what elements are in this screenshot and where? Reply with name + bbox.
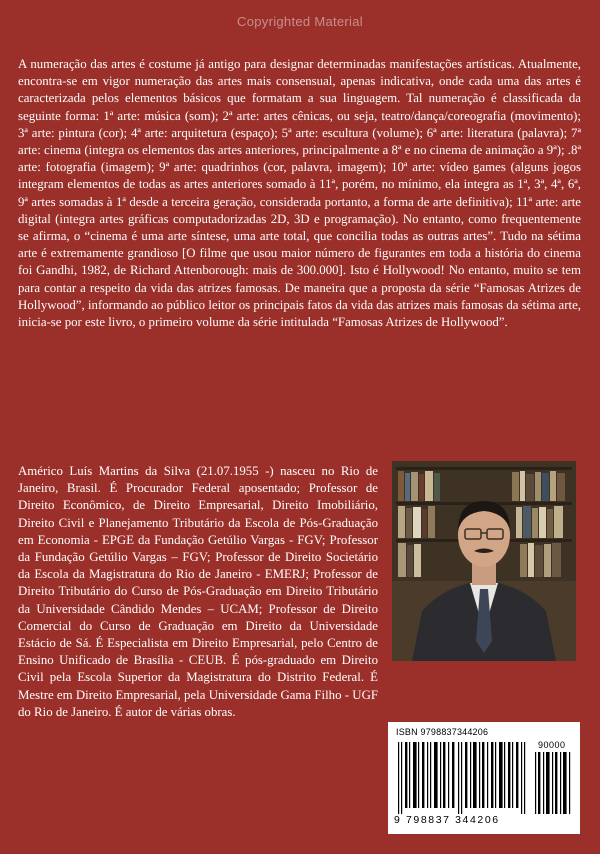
barcode-digits: 9 798837 344206 (394, 814, 500, 826)
author-biography: Américo Luís Martins da Silva (21.07.1955 -) nasceu no Rio de Janeiro, Brasil. É Procurador Federal aposentado; Professor de Direito Econômico, de Direito Empresarial, Direito Imobiliário, Direito Civil e Planejamento Tributário da Escola de Pós-Graduação em Economia - EPGE da Fundação Getúlio Vargas - FGV; Professor da Fundação Getúlio Vargas – FGV; Professor de Direito Societário da Escola da Magistratura do Rio de Janeiro - EMERJ; Professor de Direito Tributário do Curso de Pós-Graduação em Direito Tributário da Universidade Cândido Mendes – UCAM; Professor de Direito Comercial do Curso de Graduação em Direito da Universidade Estácio de Sá. É Especialista em Direito Empresarial, pelo Centro de Ensino Unificado de Brasília - CEUB. É pós-graduado em Direito Civil pela Escola Superior da Magistratura do Distrito Federal. É Mestre em Direito Empresarial, pela Universidade Gama Filho - UGF do Rio de Janeiro. É autor de várias obras. (18, 464, 378, 719)
ean-barcode (396, 742, 528, 814)
book-description: A numeração das artes é costume já antigo para designar determinadas manifestações artísticas. Atualmente, encontra-se em vigor numeração das artes mais consensual, apenas indicativa, onde cada uma das artes é caracterizada pelos elementos básicos que formatam a sua linguagem. Tal numeração é classificada da seguinte forma: 1ª arte: música (som); 2ª arte: artes cênicas, ou seja, teatro/dança/coreografia (movimento); 3ª arte: pintura (cor); 4ª arte: arquitetura (espaço); 5ª arte: escultura (volume); 6ª arte: literatura (palavra); 7ª arte: cinema (integra os elementos das artes anteriores, principalmente a 8ª e no cinema de animação a 9ª); .8ª arte: fotografia (imagem); 9ª arte: quadrinhos (cor, palavra, imagem); 10ª arte: vídeo games (alguns jogos integram elementos de todas as artes anteriores somado à 11ª, porém, no mínimo, ela integra as 1ª, 3ª, 4ª, 6ª, 9ª artes somadas à 1ª desde a terceira geração, considerada portanto, a forma de arte definitiva); 11ª arte: arte digital (integra artes gráficas computadorizadas 2D, 3D e programação). No entanto, como frequentemente se afirma, o “cinema é uma arte síntese, uma arte total, que concilia todas as outras artes”. Tudo na sétima arte é extremamente grandioso [O filme que usou maior número de figurantes em toda a história do cinema foi Gandhi, 1982, de Richard Attenborough: mais de 300.000]. Isto é Hollywood! No entanto, muito se tem para contar a respeito da vida das atrizes famosas. De maneira que a proposta da série “Famosas Atrizes de Hollywood”, informando ao público leitor os principais fatos da vida das atrizes mais famosas da sétima arte, inicia-se por este livro, o primeiro volume da série intitulada “Famosas Atrizes de Hollywood”. (18, 57, 581, 330)
author-photo (392, 461, 576, 661)
price-addon-barcode (534, 752, 574, 818)
isbn-label: ISBN 9798837344206 (396, 727, 489, 737)
isbn-barcode-panel (388, 722, 580, 834)
author-portrait-image (392, 461, 576, 661)
price-code: 90000 (538, 740, 566, 750)
copyright-watermark: Copyrighted Material (237, 14, 363, 29)
